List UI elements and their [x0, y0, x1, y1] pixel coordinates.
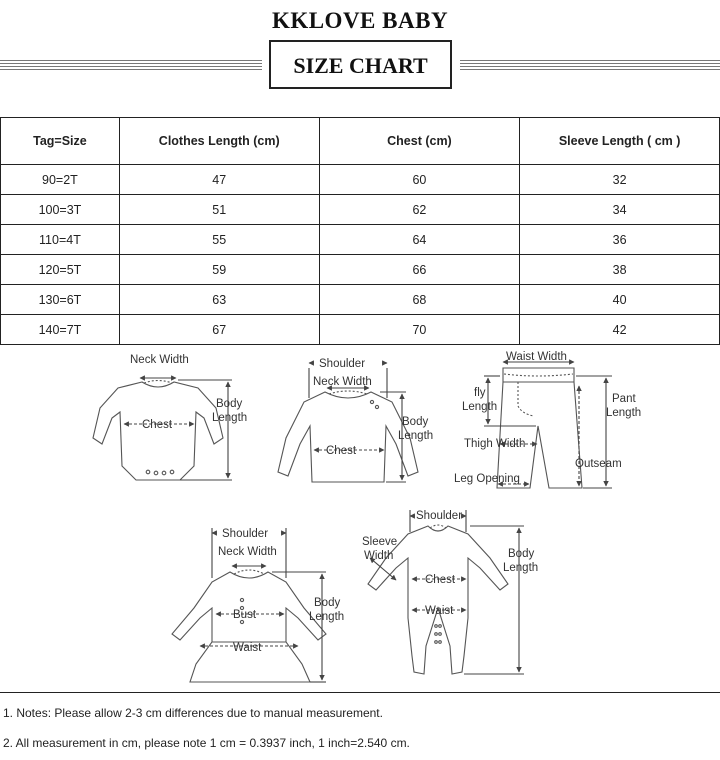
pants-fly-label: fly — [474, 387, 486, 399]
size-chart-title: SIZE CHART — [269, 40, 452, 89]
right-decorative-lines — [460, 60, 720, 72]
bodysuit-length-label: Length — [212, 412, 248, 424]
pants-pant-length-label: Length — [606, 407, 642, 419]
cell-sleeve-length: 42 — [520, 315, 720, 345]
cell-chest: 70 — [319, 315, 520, 345]
cell-size: 110=4T — [1, 225, 120, 255]
romper-body-label: Body — [508, 548, 535, 560]
cell-size: 100=3T — [1, 195, 120, 225]
dress-body-label: Body — [314, 597, 341, 609]
bodysuit-body-label: Body — [216, 398, 243, 410]
cell-clothes-length: 63 — [119, 285, 319, 315]
cell-sleeve-length: 34 — [520, 195, 720, 225]
table-row — [1, 285, 720, 315]
cell-chest: 60 — [319, 165, 520, 195]
cell-clothes-length: 59 — [119, 255, 319, 285]
table-row — [1, 195, 720, 225]
bodysuit-neck-width-label: Neck Width — [130, 354, 189, 366]
table-row — [1, 255, 720, 285]
cell-sleeve-length: 32 — [520, 165, 720, 195]
shirt-body-label: Body — [402, 416, 429, 428]
cell-clothes-length: 47 — [119, 165, 319, 195]
cell-clothes-length: 51 — [119, 195, 319, 225]
pants-leg-opening-label: Leg Opening — [454, 473, 520, 485]
cell-sleeve-length: 40 — [520, 285, 720, 315]
dress-bust-label: Bust — [233, 609, 257, 621]
bodysuit-chest-label: Chest — [142, 419, 173, 431]
dress-waist-label: Waist — [233, 642, 262, 654]
cell-clothes-length: 55 — [119, 225, 319, 255]
table-row — [1, 165, 720, 195]
left-decorative-lines — [0, 60, 262, 72]
cell-chest: 66 — [319, 255, 520, 285]
column-header-clothes-length: Clothes Length (cm) — [119, 118, 319, 165]
brand-title: KKLOVE BABY — [271, 8, 449, 33]
cell-sleeve-length: 38 — [520, 255, 720, 285]
shirt-chest-label: Chest — [326, 445, 357, 457]
note-1: 1. Notes: Please allow 2-3 cm differences due to manual measurement. — [3, 706, 383, 720]
cell-chest: 68 — [319, 285, 520, 315]
dress-shoulder-label: Shoulder — [222, 528, 269, 540]
shirt-shoulder-label: Shoulder — [319, 358, 366, 370]
romper-sleeve-label: Sleeve — [362, 536, 398, 548]
shirt-neck-width-label: Neck Width — [313, 376, 372, 388]
cell-clothes-length: 67 — [119, 315, 319, 345]
size-table — [0, 117, 720, 345]
column-header-chest: Chest (cm) — [319, 118, 520, 165]
pants-thigh-width-label: Thigh Width — [464, 438, 526, 450]
cell-size: 90=2T — [1, 165, 120, 195]
cell-size: 140=7T — [1, 315, 120, 345]
romper-width-label: Width — [364, 550, 394, 562]
table-header-row — [1, 118, 720, 165]
measurement-diagrams — [0, 346, 720, 693]
romper-shoulder-label: Shoulder — [416, 510, 463, 522]
pants-pant-label: Pant — [612, 393, 636, 405]
cell-sleeve-length: 36 — [520, 225, 720, 255]
pants-outseam-label: Outseam — [575, 458, 622, 470]
cell-chest: 64 — [319, 225, 520, 255]
column-header-sleeve-length: Sleeve Length ( cm ) — [520, 118, 720, 165]
pants-waist-width-label: Waist Width — [506, 351, 567, 363]
cell-size: 120=5T — [1, 255, 120, 285]
pants-fly-length-label: Length — [462, 401, 498, 413]
table-row — [1, 225, 720, 255]
column-header-tag-size: Tag=Size — [1, 118, 120, 165]
measurement-illustration — [0, 346, 720, 692]
shirt-length-label: Length — [398, 430, 434, 442]
romper-diagram — [368, 510, 524, 674]
romper-length-label: Length — [503, 562, 539, 574]
table-row — [1, 315, 720, 345]
cell-size: 130=6T — [1, 285, 120, 315]
romper-chest-label: Chest — [425, 574, 456, 586]
romper-waist-label: Waist — [425, 605, 454, 617]
dress-neck-width-label: Neck Width — [218, 546, 277, 558]
cell-chest: 62 — [319, 195, 520, 225]
dress-length-label: Length — [309, 611, 345, 623]
note-2: 2. All measurement in cm, please note 1 cm = 0.3937 inch, 1 inch=2.540 cm. — [3, 736, 410, 750]
